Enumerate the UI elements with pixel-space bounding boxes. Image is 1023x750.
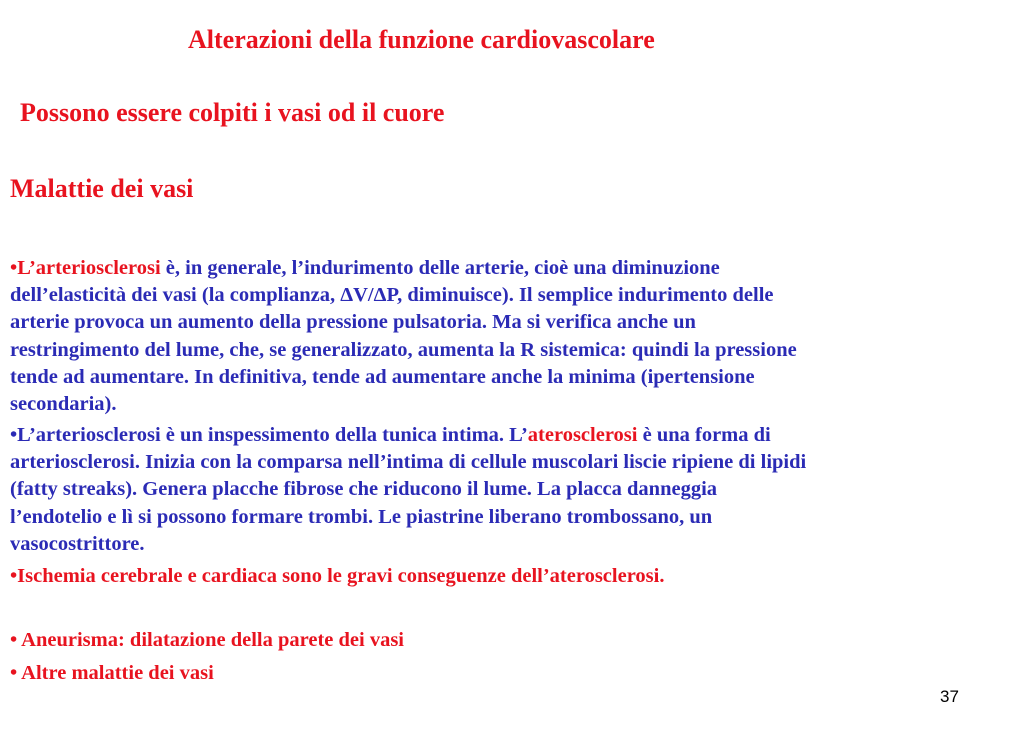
paragraph-text: è, in generale, l’indurimento delle arterie, cioè una diminuzione [160, 257, 720, 279]
paragraph-line: tende ad aumentare. In definitiva, tende ad aumentare anche la minima (ipertensione [10, 365, 755, 388]
term-arteriosclerosi: L’arteriosclerosi [17, 257, 161, 279]
paragraph-ischemia: •Ischemia cerebrale e cardiaca sono le gravi conseguenze dell’aterosclerosi. [10, 565, 665, 587]
paragraph-line: arterie provoca un aumento della pressione pulsatoria. Ma si verifica anche un [10, 311, 696, 334]
paragraph-line: (fatty streaks). Genera placche fibrose che riducono il lume. La placca danneggia [10, 478, 718, 501]
paragraph-line: vasocostrittore. [10, 532, 145, 555]
term-aterosclerosi: aterosclerosi [527, 424, 638, 446]
paragraph-line [10, 255, 797, 282]
paragraph-line: arteriosclerosi. Inizia con la comparsa nell’intima di cellule muscolari liscie ripiene di lipidi [10, 451, 807, 474]
bullet: • [10, 257, 18, 279]
paragraph-aterosclerosi [10, 422, 806, 558]
paragraph-line: dell’elasticità dei vasi (la complianza, ΔV/ΔP, diminuisce). Il semplice indurimento delle [10, 284, 774, 307]
section-heading: Malattie dei vasi [10, 174, 194, 203]
paragraph-line: secondaria). [10, 393, 117, 416]
page-number: 37 [940, 687, 959, 706]
paragraph-line: l’endotelio e lì si possono formare trombi. Le piastrine liberano trombossano, un [10, 505, 713, 528]
paragraph-text: è una forma di [637, 424, 771, 446]
paragraph-line: restringimento del lume, che, se generalizzato, aumenta la R sistemica: quindi la pressione [10, 338, 797, 361]
slide-title: Alterazioni della funzione cardiovascolare [188, 25, 655, 54]
paragraph-text: •L’arteriosclerosi è un inspessimento della tunica intima. L’ [10, 424, 528, 446]
bullet-item-aneurisma: • Aneurisma: dilatazione della parete dei vasi [10, 629, 405, 651]
bullet-item-altre-malattie: • Altre malattie dei vasi [10, 662, 214, 684]
slide-subtitle: Possono essere colpiti i vasi od il cuore [20, 98, 445, 127]
paragraph-line [10, 422, 806, 449]
paragraph-arteriosclerosi [10, 255, 797, 418]
